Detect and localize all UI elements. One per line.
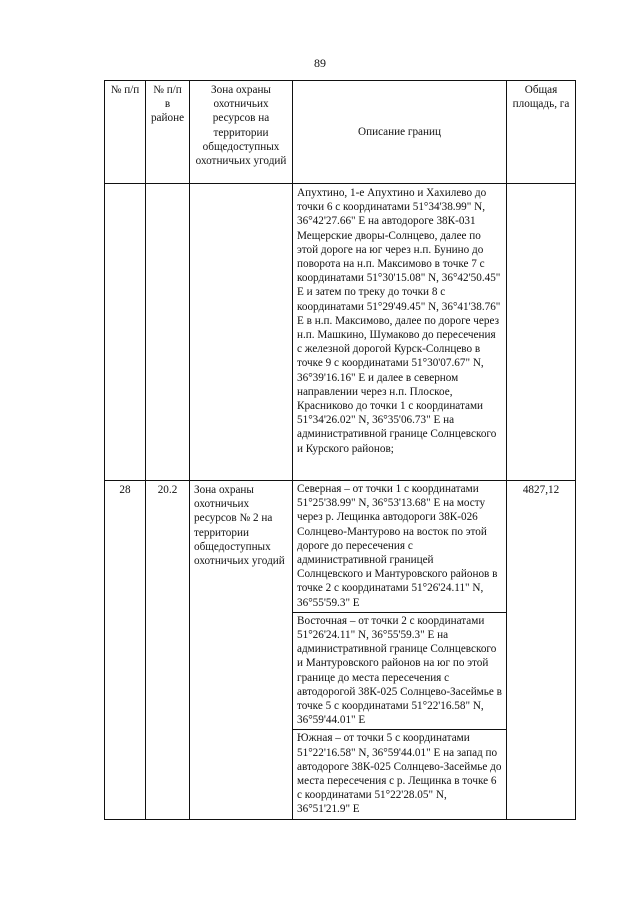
description-south: Южная – от точки 5 с координатами 51°22'16.58" N, 36°59'44.01" E на запад по автодороге 38К-025 Солнцево-Засеймье до места пересечения с р. Лещинка в точке 6 с координатами 51°22'28.05" N, 36°51'21.9" E xyxy=(293,729,506,818)
header-num: № п/п xyxy=(105,81,146,184)
header-zone: Зона охраны охотничьих ресурсов на территории общедоступных охотничьих угодий xyxy=(190,81,293,184)
cell-district-num: 20.2 xyxy=(146,481,190,820)
boundaries-table xyxy=(104,80,576,820)
cell-area-empty xyxy=(507,184,576,481)
cell-zone-empty xyxy=(190,184,293,481)
description-east: Восточная – от точки 2 с координатами 51°26'24.11" N, 36°55'59.3" E на административной границе Солнцевского и Мантуровского районов на юг по этой границе до места пересечения с автодорогой 38К-025 Солнцево-Засеймье в точке 5 с координатами 51°22'16.58" N, 36°59'44.01" E xyxy=(293,612,506,730)
cell-area: 4827,12 xyxy=(507,481,576,820)
header-description: Описание границ xyxy=(293,81,507,184)
cell-num-empty xyxy=(105,184,146,481)
page-number: 89 xyxy=(314,56,326,70)
cell-description-continuation: Апухтино, 1-е Апухтино и Хахилево до точки 6 с координатами 51°34'38.99" N, 36°42'27.66" E на автодороге 38К-031 Мещерские дворы-Солнцево, далее по этой дороге на юг через н.п. Бунино до поворота на н.п. Максимово в точке 7 с координатами 51°30'15.08" N, 36°42'50.45" E и затем по треку до точки 8 с координатами 51°29'49.45" N, 36°41'38.76" E в н.п. Максимово, далее по дороге через н.п. Машкино, Шумаково до пересечения с железной дорогой Курск-Солнцево в точке 9 с координатами 51°30'07.67" N, 36°39'16.16" E и далее в северном направлении через н.п. Плоское, Красниково до точки 1 с координатами 51°34'26.02" N, 36°35'06.73" E на административной границе Солнцевского и Курского районов; xyxy=(293,184,507,481)
description-north: Северная – от точки 1 с координатами 51°25'38.99" N, 36°53'13.68" E на мосту через р. Лещинка автодороги 38К-026 Солнцево-Мантурово на восток по этой дороге до пересечения с административной границей Солнцевского и Мантуровского районов в точке 2 с координатами 51°26'24.11" N, 36°55'59.3" E xyxy=(297,483,498,609)
table-header-row xyxy=(105,81,576,184)
cell-num: 28 xyxy=(105,481,146,820)
cell-description xyxy=(293,481,507,820)
table-row xyxy=(105,184,576,481)
cell-district-num-empty xyxy=(146,184,190,481)
header-area: Общая площадь, га xyxy=(507,81,576,184)
cell-zone: Зона охраны охотничьих ресурсов № 2 на территории общедоступных охотничьих угодий xyxy=(190,481,293,820)
header-district-num: № п/п в районе xyxy=(146,81,190,184)
table-row xyxy=(105,481,576,820)
